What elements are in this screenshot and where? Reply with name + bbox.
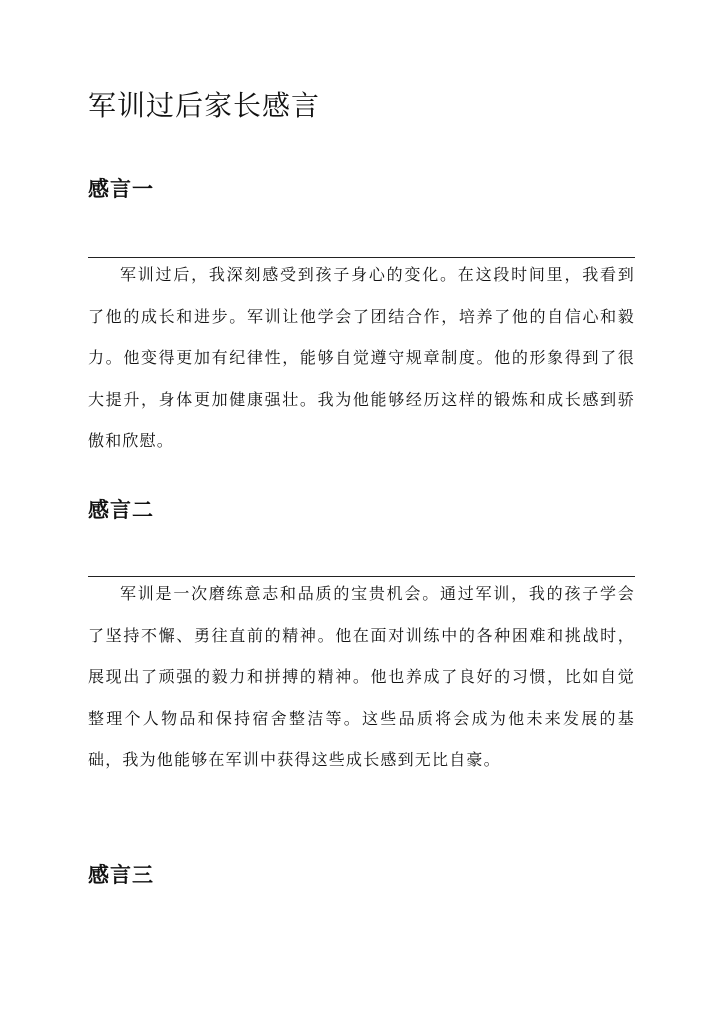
section-heading-2: 感言二	[88, 497, 154, 522]
section-body-2: 军训是一次磨练意志和品质的宝贵机会。通过军训，我的孩子学会了坚持不懈、勇往直前的精神。他在面对训练中的各种困难和挑战时，展现出了顽强的毅力和拼搏的精神。他也养成了良好的习惯，比如自觉整理个人物品和保持宿舍整洁等。这些品质将会成为他未来发展的基础，我为他能够在军训中获得这些成长感到无比自豪。	[88, 584, 635, 769]
document-title: 军训过后家长感言	[88, 89, 321, 122]
section-heading-1: 感言一	[88, 176, 154, 201]
section-heading-3: 感言三	[88, 862, 154, 887]
section-body-1: 军训过后，我深刻感受到孩子身心的变化。在这段时间里，我看到了他的成长和进步。军训让他学会了团结合作，培养了他的自信心和毅力。他变得更加有纪律性，能够自觉遵守规章制度。他的形象得到了很大提升，身体更加健康强壮。我为他能够经历这样的锻炼和成长感到骄傲和欣慰。	[88, 265, 635, 450]
